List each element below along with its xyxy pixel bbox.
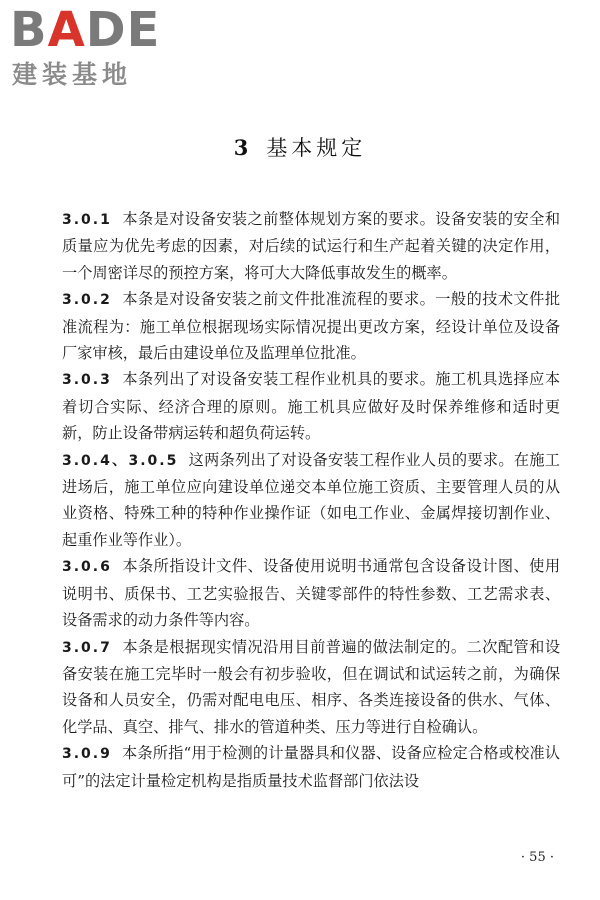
clause-text: 本条是对设备安装之前整体规划方案的要求。设备安装的安全和质量应为优先考虑的因素，对后续的试运行和生产起着关键的决定作用，一个周密详尽的预控方案，将可大大降低事故发生的概率。 <box>62 210 560 282</box>
watermark-latin-text <box>10 4 160 56</box>
clause-text: 本条是对设备安装之前文件批准流程的要求。一般的技术文件批准流程为：施工单位根据现场实际情况提出更改方案，经设计单位及设备厂家审核，最后由建设单位及监理单位批准。 <box>62 290 560 363</box>
clause-3-0-6 <box>62 553 560 633</box>
clause-number: 3.0.3 <box>62 372 112 389</box>
clause-number: 3.0.6 <box>62 559 112 576</box>
page-number: · 55 · <box>520 850 554 865</box>
clause-number: 3.0.1 <box>62 212 112 228</box>
watermark-latin-de: DE <box>85 2 161 58</box>
clause-3-0-4-5 <box>62 447 560 554</box>
clause-number: 3.0.2 <box>62 292 112 309</box>
clause-text: 本条所指“用于检测的计量器具和仪器、设备应检定合格或校准认可”的法定计量检定机构是指质量技术监督部门依法设 <box>62 744 560 790</box>
chapter-number: 3 <box>233 135 253 160</box>
watermark-latin-a: A <box>47 2 86 58</box>
clause-3-0-7 <box>62 634 560 741</box>
watermark-chinese-text: 建装基地 <box>12 60 133 89</box>
clause-number: 3.0.9 <box>62 746 112 763</box>
clause-text: 本条是根据现实情况沿用目前普遍的做法制定的。二次配管和设备安装在施工完毕时一般会有初步验收，但在调试和试运转之前，为确保设备和人员安全，仍需对配电电压、相序、各类连接设备的供水、气体、化学品、真空、排气、排水的管道种类、压力等进行自检确认。 <box>62 637 560 736</box>
clause-text: 这两条列出了对设备安装工程作业人员的要求。在施工进场后，施工单位应向建设单位递交本单位施工资质、主要管理人员的从业资格、特殊工种的特种作业操作证（如电工作业、金属焊接切割作业、起重作业等作业）。 <box>62 450 560 549</box>
chapter-heading <box>0 132 600 162</box>
clause-3-0-2 <box>62 286 560 366</box>
chapter-title-text: 基本规定 <box>266 136 367 160</box>
clause-3-0-3 <box>62 366 560 446</box>
bade-watermark-logo <box>10 4 180 90</box>
clause-text: 本条所指设计文件、设备使用说明书通常包含设备设计图、使用说明书、质保书、工艺实验报告、关键零部件的特性参数、工艺需求表、设备需求的动力条件等内容。 <box>62 557 560 630</box>
clause-number: 3.0.4、3.0.5 <box>62 452 179 469</box>
clause-3-0-1 <box>62 206 560 286</box>
watermark-latin-b: B <box>10 2 48 58</box>
clause-list <box>62 206 560 794</box>
clause-text: 本条列出了对设备安装工程作业机具的要求。施工机具选择应本着切合实际、经济合理的原则。施工机具应做好及时保养维修和适时更新，防止设备带病运转和超负荷运转。 <box>62 370 560 443</box>
clause-number: 3.0.7 <box>62 639 112 656</box>
clause-3-0-9 <box>62 740 560 794</box>
